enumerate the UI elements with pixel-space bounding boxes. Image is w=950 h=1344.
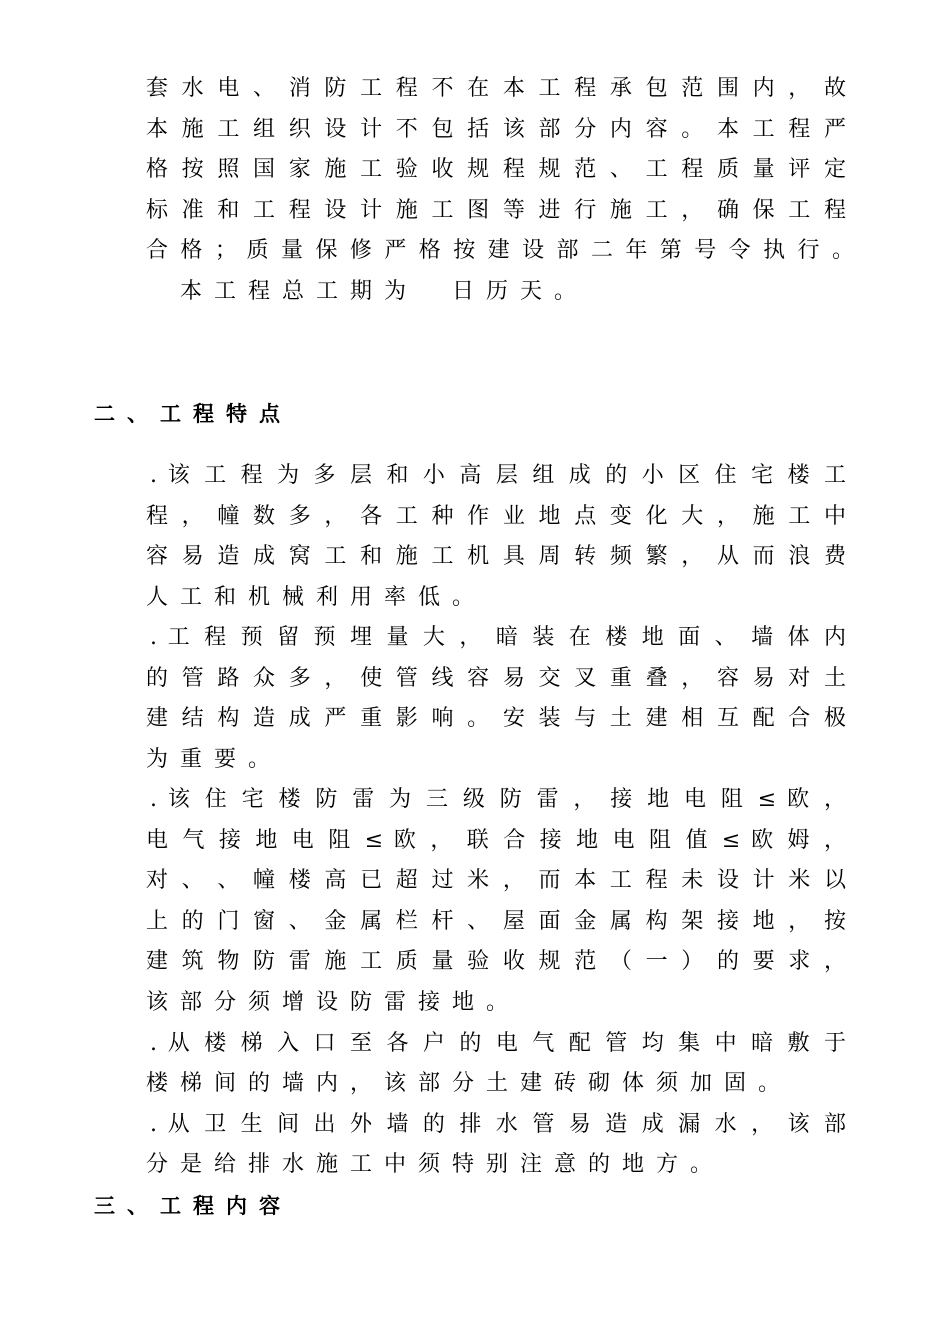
feature3-line-4: 上 的 门 窗 、 金 属 栏 杆 、 屋 面 金 属 构 架 接 地 ， 按 [146,909,846,934]
feature1-line-3: 容 易 造 成 窝 工 和 施 工 机 具 周 转 频 繁 ， 从 而 浪 费 [146,544,846,569]
feature2-line-2: 的 管 路 众 多 ， 使 管 线 容 易 交 叉 重 叠 ， 容 易 对 土 [146,666,846,691]
intro-line-4: 标 准 和 工 程 设 计 施 工 图 等 进 行 施 工 ， 确 保 工 程 [146,198,846,223]
feature1-line-1: . 该 工 程 为 多 层 和 小 高 层 组 成 的 小 区 住 宅 楼 工 [150,463,846,488]
feature5-line-2: 分是给排水施工中须特别注意的地方。 [146,1152,725,1177]
intro-line-5: 合 格 ； 质 量 保 修 严 格 按 建 设 部 二 年 第 号 令 执 行 。 [146,238,854,263]
feature4-line-1: . 从 楼 梯 入 口 至 各 户 的 电 气 配 管 均 集 中 暗 敷 于 [150,1031,846,1056]
feature3-line-5: 建 筑 物 防 雷 施 工 质 量 验 收 规 范 （ 一 ） 的 要 求 ， [146,949,846,974]
feature3-line-2: 电 气 接 地 电 阻 ≤ 欧 ， 联 合 接 地 电 阻 值 ≤ 欧 姆 ， [146,828,846,853]
feature2-line-3: 建 结 构 造 成 严 重 影 响 。 安 装 与 土 建 相 互 配 合 极 [146,706,846,731]
feature3-line-6: 该部分须增设防雷接地。 [146,990,521,1015]
intro-line-1: 套 水 电 、 消 防 工 程 不 在 本 工 程 承 包 范 围 内 ， 故 [146,76,846,101]
feature3-line-3: 对 、 、 幢 楼 高 已 超 过 米 ， 而 本 工 程 未 设 计 米 以 [146,868,846,893]
feature2-line-4: 为重要。 [146,747,283,772]
section2-heading: 二、工程特点 [94,402,292,426]
section3-heading: 三、工程内容 [94,1194,292,1218]
feature5-line-1: . 从 卫 生 间 出 外 墙 的 排 水 管 易 造 成 漏 水 ， 该 部 [150,1112,846,1137]
intro-line-2: 本 施 工 组 织 设 计 不 包 括 该 部 分 内 容 。 本 工 程 严 [146,117,846,142]
feature1-line-4: 人工和机械利用率低。 [146,585,487,610]
feature2-line-1: . 工 程 预 留 预 埋 量 大 ， 暗 装 在 楼 地 面 、 墙 体 内 [150,625,846,650]
feature1-line-2: 程 ， 幢 数 多 ， 各 工 种 作 业 地 点 变 化 大 ， 施 工 中 [146,504,846,529]
intro-line-3: 格 按 照 国 家 施 工 验 收 规 程 规 范 、 工 程 质 量 评 定 [146,157,846,182]
feature4-line-2: 楼梯间的墙内，该部分土建砖砌体须加固。 [146,1071,793,1096]
duration-line: 本工程总工期为 日历天。 [180,279,589,304]
feature3-line-1: . 该 住 宅 楼 防 雷 为 三 级 防 雷 ， 接 地 电 阻 ≤ 欧 ， [150,787,846,812]
